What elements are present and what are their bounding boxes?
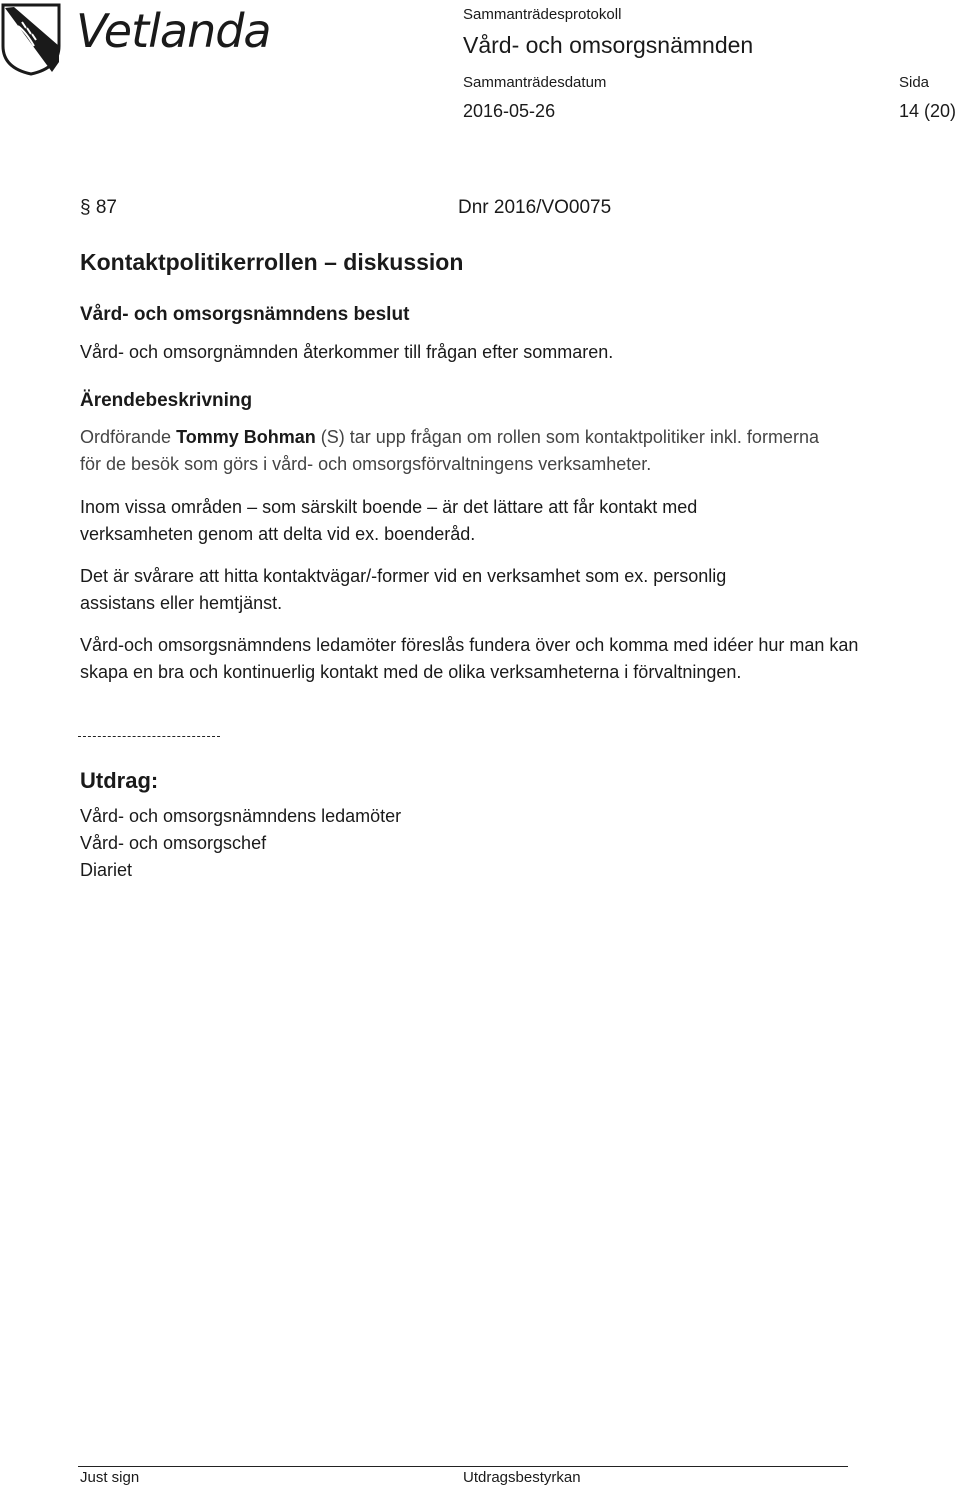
description-paragraph-4: Vård-och omsorgsnämndens ledamöter föreslås fundera över och komma med idéer hur man kan skapa en bra och kontinuerlig kontakt med de olika verksamheterna i förvaltningen. bbox=[80, 635, 859, 682]
page-number: 14 (20) bbox=[899, 101, 957, 121]
municipality-logo bbox=[0, 0, 290, 80]
coat-of-arms-icon bbox=[0, 2, 62, 76]
recipient-item: Vård- och omsorgsnämndens ledamöter bbox=[80, 806, 402, 826]
recipient-item: Vård- och omsorgschef bbox=[80, 833, 267, 853]
desc-p1-post: (S) tar upp frågan om rollen som kontaktpolitiker inkl. formerna för de besök som görs i vård- och omsorgsförvaltningens verksamheter. bbox=[80, 427, 819, 474]
protocol-label: Sammanträdesprotokoll bbox=[463, 6, 622, 23]
footer-divider bbox=[78, 1466, 848, 1467]
page-label: Sida bbox=[899, 74, 930, 91]
date-label: Sammanträdesdatum bbox=[463, 74, 607, 91]
footer-certification-label: Utdragsbestyrkan bbox=[463, 1469, 581, 1486]
desc-p1-pre: Ordförande bbox=[80, 427, 177, 447]
diary-number: Dnr 2016/VO0075 bbox=[458, 197, 612, 218]
description-paragraph-3: Det är svårare att hitta kontaktvägar/-former vid en verksamhet som ex. personlig assistans eller hemtjänst. bbox=[80, 566, 727, 613]
description-paragraph-2: Inom vissa områden – som särskilt boende – är det lättare att får kontakt med verksamheten genom att delta vid ex. boenderåd. bbox=[80, 497, 698, 544]
recipient-item: Diariet bbox=[80, 860, 133, 880]
footer-signature-label: Just sign bbox=[80, 1469, 140, 1486]
logo-wordmark: Vetlanda bbox=[76, 4, 271, 58]
extract-heading: Utdrag: bbox=[80, 768, 159, 793]
committee-name: Vård- och omsorgsnämnden bbox=[463, 32, 754, 58]
description-paragraph-1 bbox=[80, 424, 840, 478]
decision-heading: Vård- och omsorgsnämndens beslut bbox=[80, 304, 410, 325]
meeting-date: 2016-05-26 bbox=[463, 101, 556, 121]
separator-line bbox=[78, 736, 220, 737]
paragraph-number: § 87 bbox=[80, 197, 117, 218]
description-heading: Ärendebeskrivning bbox=[80, 390, 253, 411]
section-title: Kontaktpolitikerrollen – diskussion bbox=[80, 249, 464, 275]
decision-text: Vård- och omsorgnämnden återkommer till frågan efter sommaren. bbox=[80, 342, 614, 362]
chairman-name: Tommy Bohman bbox=[176, 427, 316, 447]
